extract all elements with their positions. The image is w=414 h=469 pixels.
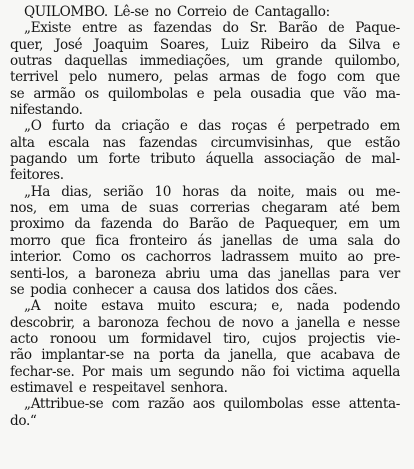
text-line: „Existe entre as fazendas do Sr. Barão de Paque- (24, 20, 400, 37)
text-line: „Ha dias, serião 10 horas da noite, mais ou me- (24, 183, 400, 200)
text-line: nos, em uma de suas correrias chegaram até bem (10, 200, 400, 217)
text-line: interior. Como os cachorros ladrassem muito ao pre- (10, 249, 400, 266)
text-line: se armão os quilombolas e pela ousadia que vão ma- (10, 85, 400, 102)
text-line: acto ronoou um formidavel tiro, cujos projectis vie- (10, 330, 400, 347)
text-line: pagando um forte tributo áquella associação de mal- (10, 151, 400, 168)
text-line: do.“ (10, 412, 37, 429)
text-line: „O furto da criação e das roças é perpetrado em (24, 118, 400, 135)
text-line: nifestando. (10, 102, 83, 119)
article-body (10, 4, 400, 429)
text-line: se podia conhecer a causa dos latidos dos cães. (10, 281, 338, 298)
text-line: feitores. (10, 167, 64, 184)
text-line: rão implantar-se na porta da janella, que acabava de (10, 347, 400, 364)
text-line: proximo da fazenda do Barão de Paquequer, em um (10, 216, 400, 233)
text-line: senti-los, a baroneza abriu uma das janellas para ver (10, 265, 400, 282)
text-line: outras daquellas immediações, um grande quilombo, (10, 53, 400, 70)
text-line: estimavel e respeitavel senhora. (10, 379, 228, 396)
text-line: „A noite estava muito escura; e, nada podendo (24, 298, 400, 315)
headline-line: QUILOMBO. Lê-se no Correio de Cantagallo: (24, 4, 330, 20)
text-line: alta escala nas fazendas circumvisinhas, que estão (10, 134, 400, 151)
text-line: descobrir, a baronoza fechou de novo a janella e nesse (10, 314, 400, 331)
text-line: morro que fica fronteiro ás janellas de uma sala do (10, 232, 400, 249)
text-line: terrivel pelo numero, pelas armas de fogo com que (10, 69, 400, 86)
text-line: quer, José Joaquim Soares, Luiz Ribeiro da Silva e (10, 36, 400, 53)
text-line: fechar-se. Por mais um segundo não foi victima aquella (10, 363, 400, 380)
text-line: „Attribue-se com razão aos quilombolas esse attenta- (24, 396, 400, 413)
